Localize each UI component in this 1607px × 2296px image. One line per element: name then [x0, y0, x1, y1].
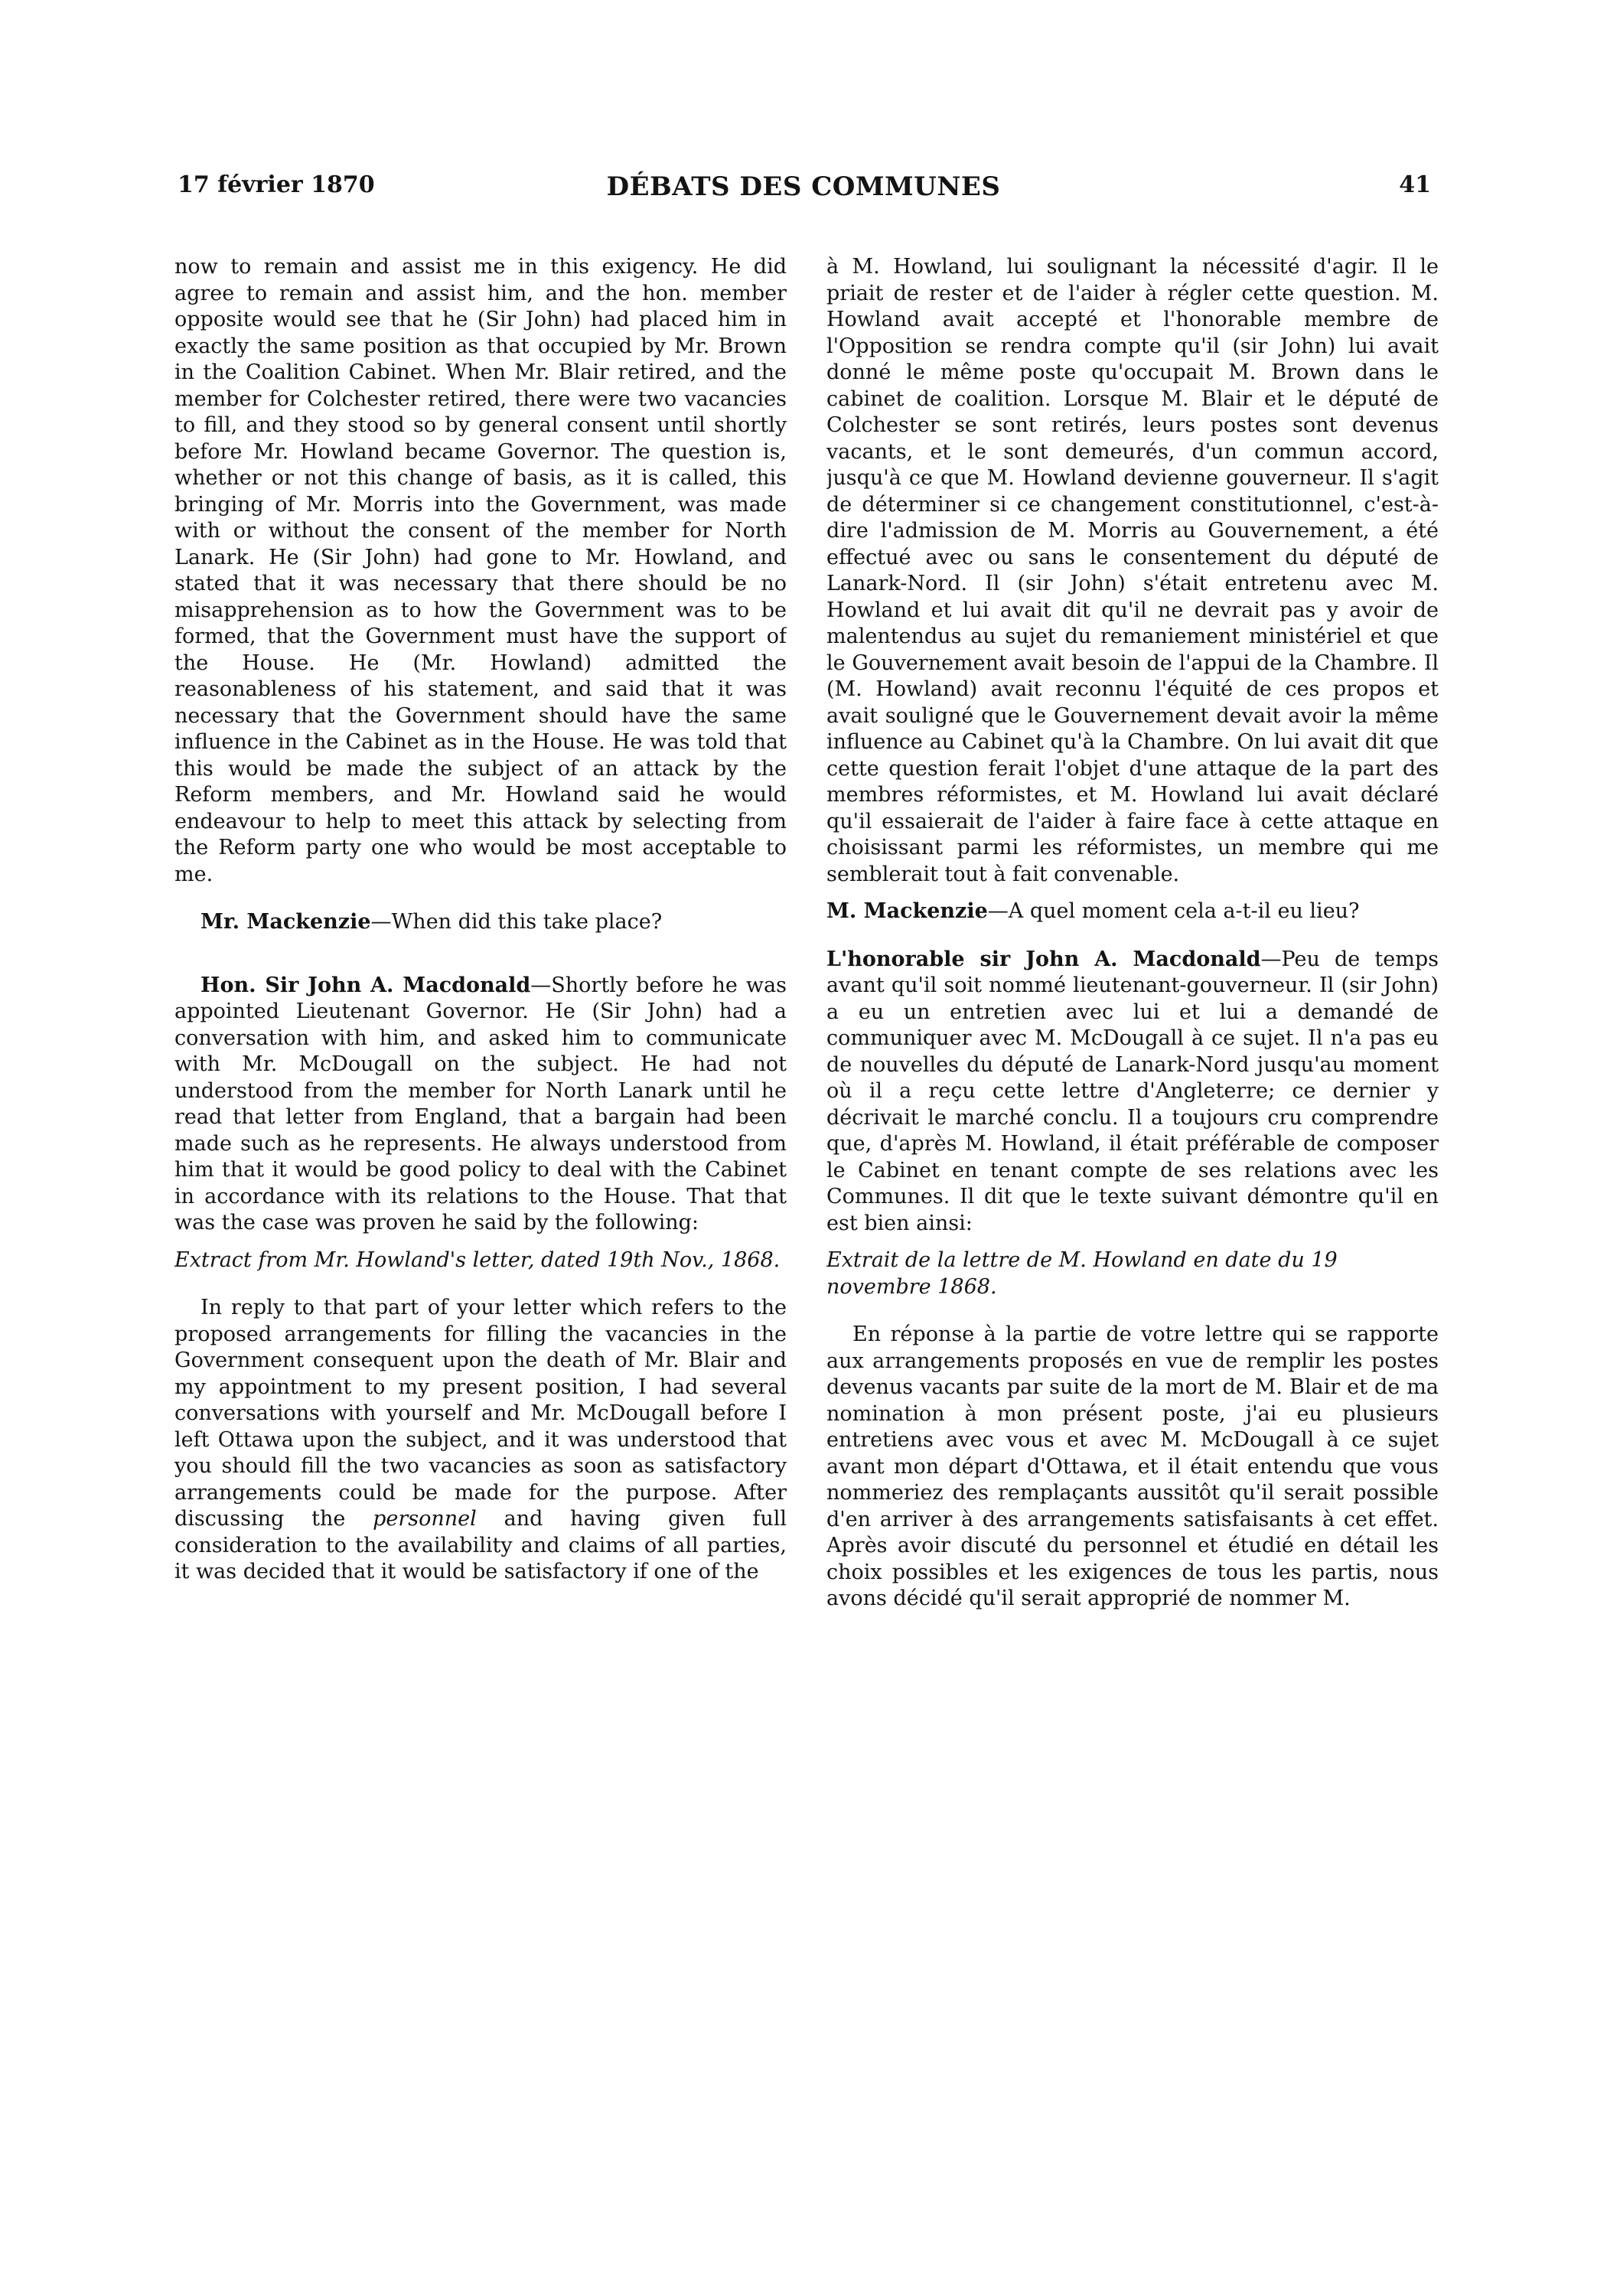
english-quote-part1: In reply to that part of your letter which refers to the proposed arrangements for filling the vacancies in the Government consequent upon the death of Mr. Blair and my appointment to my present position, I had several conversations with yourself and Mr. McDougall before I left Ottawa upon the subject, and it was understood that you should fill the two vacancies as soon as satisfactory arrangements could be made for the purpose. After discussing the — [174, 1296, 787, 1531]
french-column — [826, 254, 1439, 2152]
page-number: 41 — [1399, 171, 1431, 198]
french-answer-speaker: L'honorable sir John A. Macdonald — [826, 947, 1261, 971]
french-extract-title: Extrait de la lettre de M. Howland en date du 19 novembre 1868. — [826, 1248, 1338, 1299]
english-answer-text: —Shortly before he was appointed Lieutenant Governor. He (Sir John) had a conversation with him, and asked him to communicate with Mr. McDougall on the subject. He had not understood from the member for North Lanark until he read that letter from England, that a bargain had been made such as he represents. He always understood from him that it would be good policy to deal with the Cabinet in accordance with its relations to the House. That that was the case was proven he said by the following: — [174, 973, 787, 1234]
english-column — [174, 254, 787, 2152]
english-answer-speaker: Hon. Sir John A. Macdonald — [200, 973, 531, 997]
french-answer — [826, 947, 1439, 1238]
french-question — [826, 899, 1439, 925]
french-question-speaker: M. Mackenzie — [826, 899, 988, 923]
french-answer-text: —Peu de temps avant qu'il soit nommé lieutenant-gouverneur. Il (sir John) a eu un entretien avec lui et lui a demandé de communiquer avec M. McDougall à ce sujet. Il n'a pas eu de nouvelles du député de Lanark-Nord jusqu'au moment où il a reçu cette lettre d'Angleterre; ce dernier y décrivait le marché conclu. Il a toujours cru comprendre que, d'après M. Howland, il était préférable de composer le Cabinet en tenant compte de ses relations avec les Communes. Il dit que le texte suivant démontre qu'il en est bien ainsi: — [826, 947, 1439, 1235]
english-paragraph-continued: now to remain and assist me in this exigency. He did agree to remain and assist him, and the hon. member opposite would see that he (Sir John) had placed him in exactly the same position as that occupied by Mr. Brown in the Coalition Cabinet. When Mr. Blair retired, and the member for Colchester retired, there were two vacancies to fill, and they stood so by general consent until shortly before Mr. Howland became Governor. The question is, whether or not this change of basis, as it is called, this bringing of Mr. Morris into the Government, was made with or without the consent of the member for North Lanark. He (Sir John) had gone to Mr. Howland, and stated that it was necessary that there should be no misapprehension as to how the Government was to be formed, that the Government must have the support of the House. He (Mr. Howland) admitted the reasonableness of his statement, and said that it was necessary that the Government should have the same influence in the Cabinet as in the House. He was told that this would be made the subject of an attack by the Reform members, and Mr. Howland said he would endeavour to help to meet this attack by selecting from the Reform party one who would be most acceptable to me. — [174, 255, 787, 886]
english-letter-quote — [174, 1295, 787, 1586]
english-extract-title: Extract from Mr. Howland's letter, dated 19th Nov., 1868. — [174, 1247, 781, 1272]
english-answer — [174, 973, 787, 1237]
publication-title: DÉBATS DES COMMUNES — [606, 171, 1001, 202]
english-quote-part2: and having given full consideration to the availability and claims of all parties, it was decided that it would be satisfactory if one of the — [174, 1507, 787, 1583]
english-question-speaker: Mr. Mackenzie — [200, 910, 371, 934]
page-header — [0, 171, 1607, 205]
french-paragraph-continued: à M. Howland, lui soulignant la nécessité d'agir. Il le priait de rester et de l'aider à régler cette question. M. Howland avait accepté et l'honorable membre de l'Opposition se rendra compte qu'il (sir John) lui avait donné le même poste qu'occupait M. Brown dans le cabinet de coalition. Lorsque M. Blair et le député de Colchester se sont retirés, leurs postes sont devenus vacants, et le sont demeurés, d'un commun accord, jusqu'à ce que M. Howland devienne gouverneur. Il s'agit de déterminer si ce changement constitutionnel, c'est-à-dire l'admission de M. Morris au Gouvernement, a été effectué avec ou sans le consentement du député de Lanark-Nord. Il (sir John) s'était entretenu avec M. Howland et lui avait dit qu'il ne devrait pas y avoir de malentendus au sujet du remaniement ministériel et que le Gouvernement avait besoin de l'appui de la Chambre. Il (M. Howland) avait reconnu l'équité de ces propos et avait souligné que le Gouvernement devait avoir la même influence au Cabinet qu'à la Chambre. On lui avait dit que cette question ferait l'objet d'une attaque de la part des membres réformistes, et M. Howland lui avait déclaré qu'il essaierait de l'aider à faire face à cette attaque en choisissant parmi les réformistes, un membre qui me semblerait tout à fait convenable. — [826, 255, 1439, 886]
english-question-text: —When did this take place? — [370, 910, 663, 934]
header-date: 17 février 1870 — [178, 171, 375, 198]
french-letter-quote: En réponse à la partie de votre lettre qui se rapporte aux arrangements proposés en vue de remplir les postes devenus vacants par suite de la mort de M. Blair et de ma nomination à mon présent poste, j'ai eu plusieurs entretiens avec vous et avec M. McDougall à ce sujet avant mon départ d'Ottawa, et il était entendu que vous nommeriez des remplaçants aussitôt qu'il serait possible d'en arriver à des arrangements satisfaisants à cet effet. Après avoir discuté du personnel et étudié en détail les choix possibles et les exigences de tous les partis, nous avons décidé qu'il serait approprié de nommer M. — [826, 1322, 1439, 1610]
english-quote-italic: personnel — [373, 1507, 477, 1531]
english-question — [174, 909, 787, 936]
french-question-text: —A quel moment cela a-t-il eu lieu? — [987, 899, 1360, 923]
